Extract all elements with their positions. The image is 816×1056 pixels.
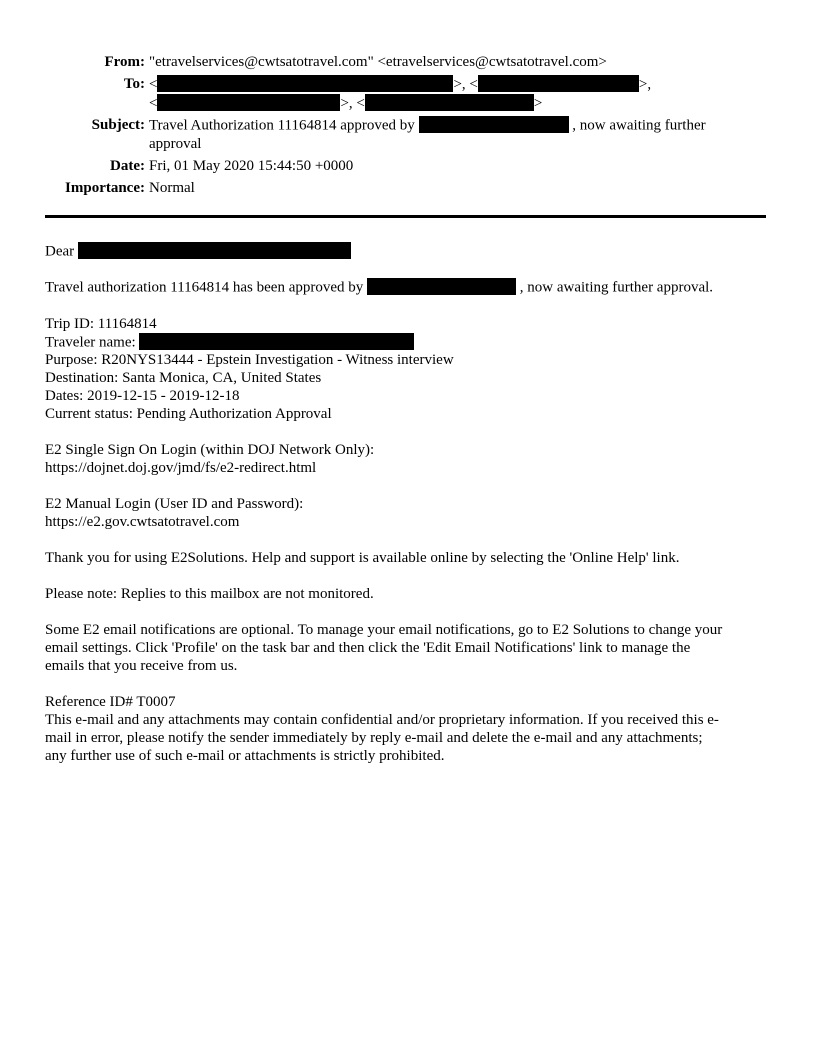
text-line: emails that you receive from us. — [45, 658, 238, 674]
text-line: < >, < >, — [149, 76, 652, 93]
header-row — [45, 179, 706, 197]
text-line: Dear — [45, 242, 776, 261]
text-line: email settings. Click 'Profile' on the task bar and then click the 'Edit Email Notifications' link to manage the — [45, 640, 691, 656]
header-field-value — [145, 179, 706, 197]
text-line: Please note: Replies to this mailbox are not monitored. — [45, 586, 374, 602]
redaction-bar — [139, 333, 414, 350]
body-paragraph — [45, 441, 776, 477]
text-line: mail in error, please notify the sender immediately by reply e-mail and delete the e-mail and any attachments; — [45, 730, 703, 746]
body-paragraph — [45, 278, 776, 297]
header-field-label: Importance: — [65, 179, 145, 196]
header-field-value — [145, 53, 706, 71]
text-line: < >, < > — [149, 95, 543, 111]
text-line: Travel Authorization 11164814 approved by , now awaiting further — [149, 117, 706, 134]
email-body — [45, 242, 776, 766]
redaction-bar — [157, 94, 340, 111]
text-line: Fri, 01 May 2020 15:44:50 +0000 — [149, 157, 354, 174]
body-paragraph — [45, 315, 776, 424]
text-line: Trip ID: 11164814 — [45, 315, 157, 332]
text-line: approval — [149, 135, 202, 152]
body-paragraph — [45, 495, 776, 531]
header-field-label: From: — [104, 54, 145, 70]
header-field-value — [145, 116, 706, 153]
header-field-value — [145, 75, 706, 112]
text-line: any further use of such e-mail or attachments is strictly prohibited. — [45, 748, 445, 764]
header-field-value — [145, 157, 706, 175]
text-line: Traveler name: — [45, 333, 776, 352]
email-header-rows — [45, 53, 706, 197]
header-field-label: Date: — [110, 157, 145, 174]
text-line: Reference ID# T0007 — [45, 694, 176, 710]
text-line: Some E2 email notifications are optional. To manage your email notifications, go to E2 Solutions to change your — [45, 622, 723, 638]
header-row — [45, 53, 706, 71]
text-line: https://dojnet.doj.gov/jmd/fs/e2-redirect.html — [45, 460, 317, 476]
text-line: https://e2.gov.cwtsatotravel.com — [45, 514, 240, 530]
text-line: Purpose: R20NYS13444 - Epstein Investigation - Witness interview — [45, 352, 454, 368]
redaction-bar — [478, 75, 639, 92]
body-paragraph — [45, 693, 776, 765]
text-line: Dates: 2019-12-15 - 2019-12-18 — [45, 388, 240, 404]
body-paragraph — [45, 242, 776, 261]
text-line: Normal — [149, 179, 195, 196]
redaction-bar — [157, 75, 453, 92]
redaction-bar — [367, 278, 516, 295]
text-line: Thank you for using E2Solutions. Help and support is available online by selecting the 'Online Help' link. — [45, 550, 680, 566]
email-header — [45, 49, 706, 201]
redaction-bar — [419, 116, 569, 133]
header-row — [45, 157, 706, 175]
redaction-bar — [365, 94, 534, 111]
header-separator — [45, 215, 766, 218]
text-line: Travel authorization 11164814 has been approved by , now awaiting further approval. — [45, 279, 714, 296]
redaction-bar — [78, 242, 351, 259]
header-row — [45, 75, 706, 112]
body-paragraph — [45, 585, 776, 603]
text-line: Destination: Santa Monica, CA, United States — [45, 370, 322, 386]
body-paragraph — [45, 621, 776, 675]
header-field-label: Subject: — [91, 117, 145, 133]
header-row — [45, 116, 706, 153]
header-field-label: To: — [123, 76, 145, 92]
text-line: E2 Manual Login (User ID and Password): — [45, 496, 304, 512]
text-line: "etravelservices@cwtsatotravel.com" <etravelservices@cwtsatotravel.com> — [149, 54, 607, 70]
body-paragraph — [45, 549, 776, 567]
text-line: This e-mail and any attachments may contain confidential and/or proprietary information. If you received this e- — [45, 712, 719, 728]
text-line: Current status: Pending Authorization Approval — [45, 406, 332, 422]
text-line: E2 Single Sign On Login (within DOJ Network Only): — [45, 442, 375, 458]
